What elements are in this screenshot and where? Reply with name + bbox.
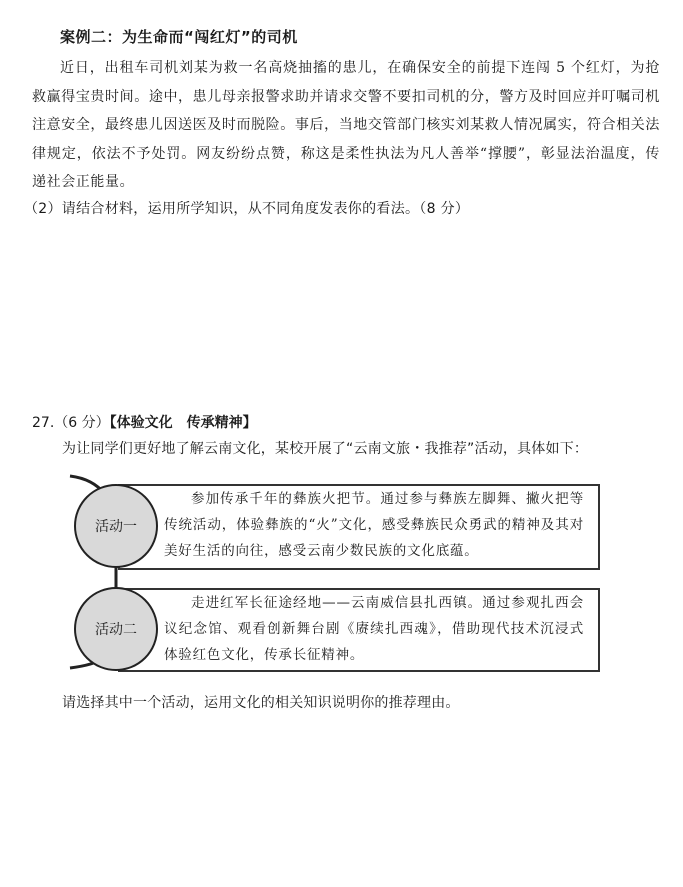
question-27-tag: 【体验文化 传承精神】 bbox=[109, 415, 257, 431]
case-title: 案例二：为生命而“闯红灯”的司机 bbox=[60, 28, 298, 46]
activity-2-circle: 活动二 bbox=[74, 587, 158, 671]
case-body: 近日，出租车司机刘某为救一名高烧抽搐的患儿，在确保安全的前提下连闯 5 个红灯，为抢救赢得宝贵时间。途中，患儿母亲报警求助并请求交警不要扣司机的分，警方及时回应并叮嘱司机注意安全，最终患儿因送医及时而脱险。事后，当地交管部门核实刘某救人情况属实，符合相关法律规定，依法不予处罚。网友纷纷点赞，称这是柔性执法为凡人善举“撑腰”，彰显法治温度，传递社会正能量。 bbox=[32, 60, 660, 190]
question-27-prompt: 请选择其中一个活动，运用文化的相关知识说明你的推荐理由。 bbox=[62, 695, 460, 711]
question-27-intro: 为让同学们更好地了解云南文化，某校开展了“云南文旅・我推荐”活动，具体如下： bbox=[62, 441, 589, 457]
question-2-prompt: （2）请结合材料，运用所学知识，从不同角度发表你的看法。（8 分） bbox=[24, 201, 470, 217]
question-27-number: 27.（6 分） bbox=[32, 415, 110, 431]
activity-1-circle: 活动一 bbox=[74, 484, 158, 568]
question-27-header bbox=[32, 412, 257, 432]
activity-1-text: 参加传承千年的彝族火把节。通过参与彝族左脚舞、撇火把等传统活动，体验彝族的“火”文化，感受彝族民众勇武的精神及其对美好生活的向往，感受云南少数民族的文化底蕴。 bbox=[164, 491, 584, 559]
activity-2-text: 走进红军长征途经地——云南威信县扎西镇。通过参观扎西会议纪念馆、观看创新舞台剧《赓续扎西魂》，借助现代技术沉浸式体验红色文化，传承长征精神。 bbox=[164, 595, 584, 663]
